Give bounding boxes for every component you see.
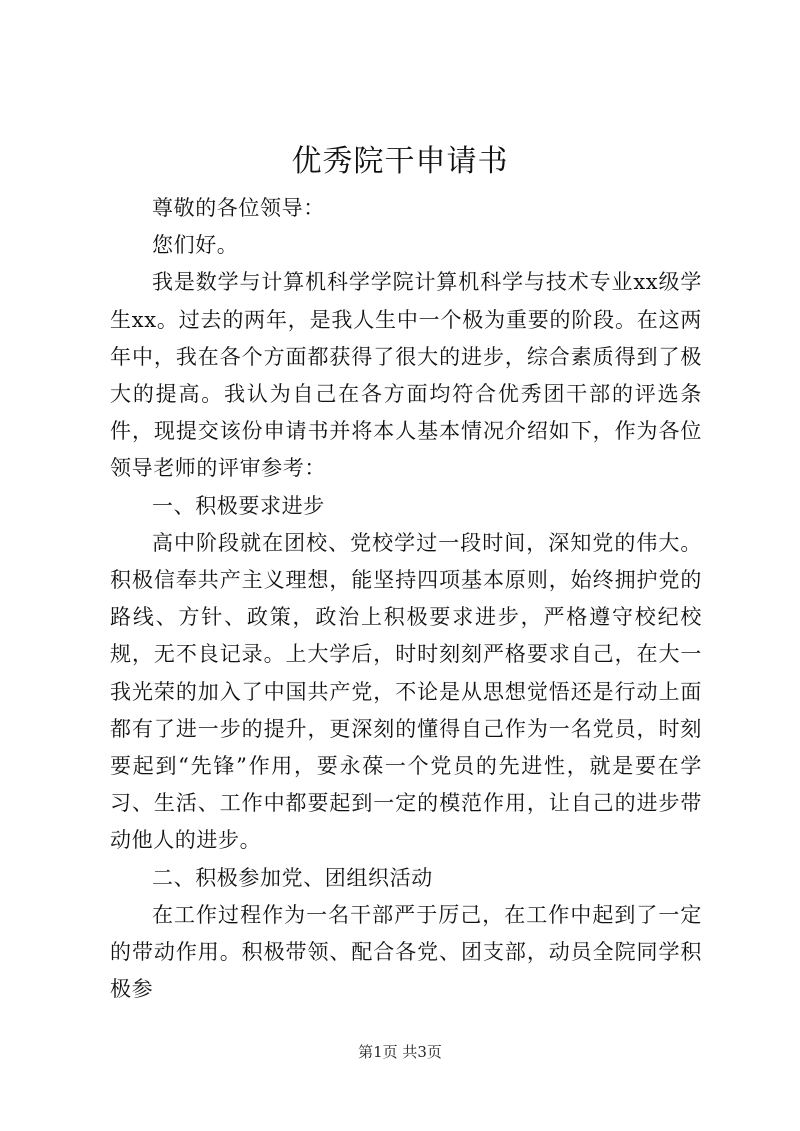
document-body (110, 190, 702, 1008)
section-1-paragraph: 高中阶段就在团校、党校学过一段时间，深知党的伟大。积极信奉共产主义理想，能坚持四项基本原则，始终拥护党的路线、方针、政策，政治上积极要求进步，严格遵守校纪校规，无不良记录。上大学后，时时刻刻严格要求自己，在大一我光荣的加入了中国共产党，不论是从思想觉悟还是行动上面都有了进一步的提升，更深刻的懂得自己作为一名党员，时刻要起到“先锋”作用，要永葆一个党员的先进性，就是要在学习、生活、工作中都要起到一定的模范作用，让自己的进步带动他人的进步。 (110, 530, 702, 853)
greeting: 您们好。 (152, 233, 239, 258)
section-heading-2: 二、积极参加党、团组织活动 (152, 865, 433, 890)
section-2-paragraph: 在工作过程作为一名干部严于厉己，在工作中起到了一定的带动作用。积极带领、配合各党、团支部，动员全院同学积极参 (110, 902, 702, 1002)
page-indicator: 第1页 共3页 (358, 1043, 442, 1061)
salutation: 尊敬的各位领导： (152, 196, 325, 220)
intro-paragraph: 我是数学与计算机科学学院计算机科学与技术专业xx级学生xx。过去的两年，是我人生中一个极为重要的阶段。在这两年中，我在各个方面都获得了很大的进步，综合素质得到了极大的提高。我认为自己在各方面均符合优秀团干部的评选条件，现提交该份申请书并将本人基本情况介绍如下，作为各位领导老师的评审参考： (110, 270, 702, 481)
section-heading-1: 一、积极要求进步 (152, 493, 325, 518)
document-title: 优秀院干申请书 (291, 144, 509, 179)
